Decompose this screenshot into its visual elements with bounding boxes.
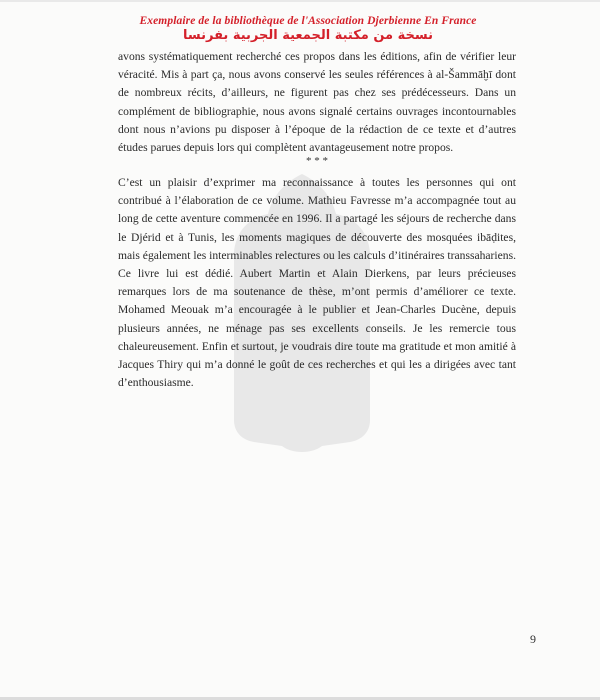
stamp-arabic-line: نسخة من مكتبة الجمعية الجربية بفرنسا [183, 28, 433, 43]
stamp-french-line: Exemplaire de la bibliothèque de l'Association Djerbienne En France [139, 15, 477, 27]
paragraph-1: avons systématiquement recherché ces propos dans les éditions, afin de vérifier leur véracité. Mis à part ça, nous avons conservé les seules références à al-Šammāḫī dont de nombreux récits, d’ailleurs, ne figurent pas chez ses prédécesseurs. Dans un complément de bibliographie, nous avons signalé certains ouvrages incontournables dont nous n’avions pu disposer à l’époque de la rédaction de ce texte et d’autres études parues depuis lors qui complètent avantageusement notre propos. [118, 50, 516, 155]
page-number: 9 [530, 632, 536, 646]
paragraph-2: C’est un plaisir d’exprimer ma reconnaissance à toutes les personnes qui ont contribué à l’élaboration de ce volume. Mathieu Favresse m’a accompagnée tout au long de cette aventure commencée en 1996. Il a partagé les séjours de recherche dans le Djérid et à Tunis, les moments magiques de découverte des mosquées ibāḍites, mais également les interminables relectures ou les calculs d’itinéraires transsahariens. Ce livre lui est dédié. Aubert Martin et Alain Dierkens, par leurs précieuses remarques lors de ma soutenance de thèse, m’ont permis d’améliorer ce texte. Mohamed Meouak m’a encouragée à le publier et Jean-Charles Ducène, depuis plusieurs années, ne ménage pas ses excellents conseils. Je les remercie tous chaleureusement. Enfin et surtout, je voudrais dire toute ma gratitude et mon amitié à Jacques Thiry qui m’a donné le goût de ces recherches et qui les a dirigées avec tant d’enthousiasme. [118, 176, 516, 390]
scan-edge-top [0, 0, 600, 2]
library-stamp [118, 14, 498, 43]
section-separator: * * * [306, 155, 328, 167]
